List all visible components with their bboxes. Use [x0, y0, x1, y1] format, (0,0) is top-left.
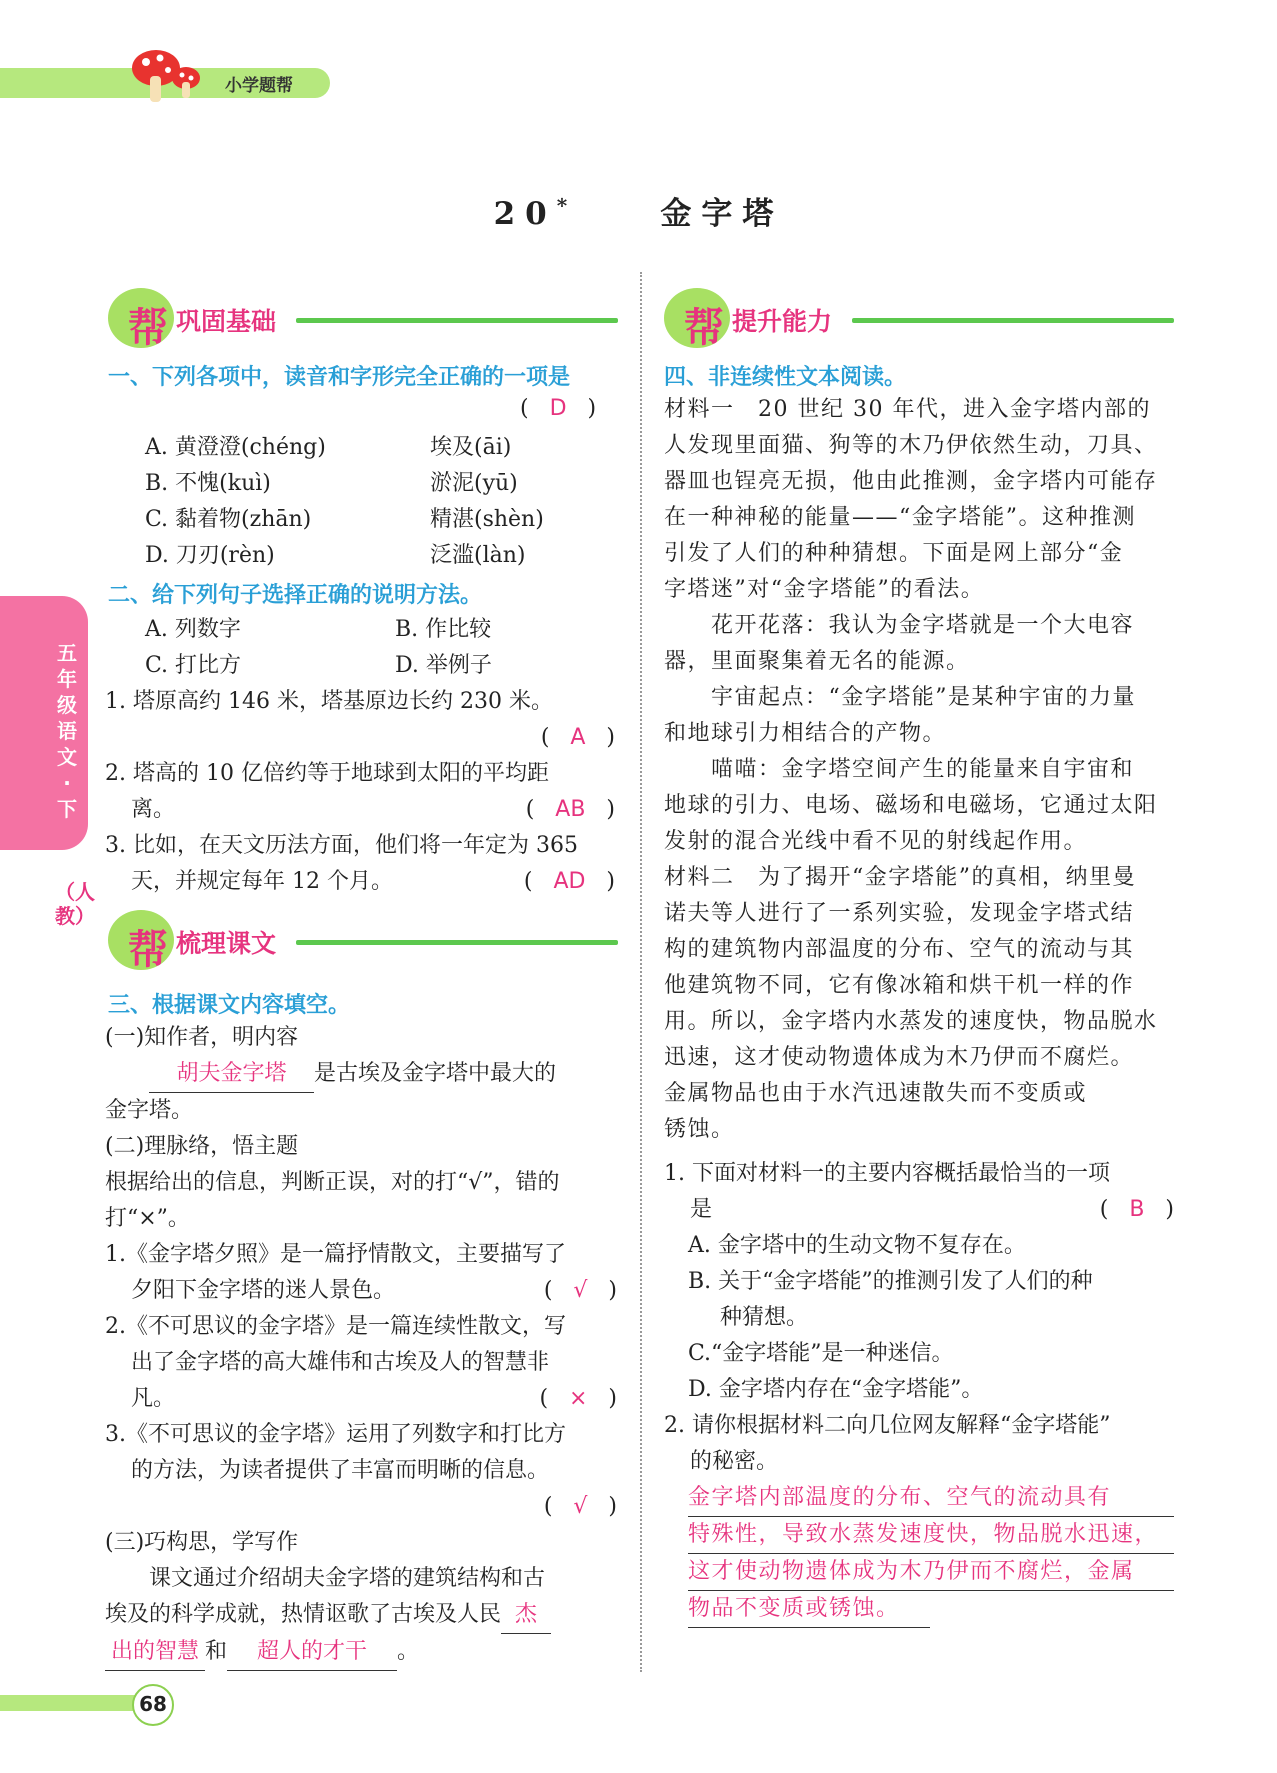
q3-end: 。	[397, 1639, 420, 1664]
q2-item-cont: 天，并规定每年 12 个月。	[131, 869, 393, 894]
q4-sub2-question: 2. 请你根据材料二向几位网友解释“金字塔能”	[664, 1413, 1111, 1438]
q2-option: B. 作比较	[395, 617, 492, 642]
q3-part3-text: 课文通过介绍胡夫金字塔的建筑结构和古	[149, 1566, 546, 1591]
q3-fill3: 超人的才干	[227, 1634, 397, 1671]
q2-option: D. 举例子	[395, 653, 492, 678]
q3-answer-slot: ( √ )	[543, 1278, 617, 1303]
q3-and: 和	[205, 1639, 228, 1664]
q2-answer: AD	[553, 869, 586, 894]
q2-option: C. 打比方	[145, 653, 242, 678]
passage-line: 字塔迷”对“金字塔能”的看法。	[664, 577, 985, 602]
q4-sub1-option-cont: 种猜想。	[720, 1305, 809, 1330]
q3-item-cont: 的方法，为读者提供了丰富而明晰的信息。	[131, 1458, 550, 1483]
passage-line: 器皿也锃亮无损，他由此推测，金字塔内可能存	[664, 469, 1158, 494]
mushroom-icon	[128, 48, 208, 104]
column-divider	[640, 272, 642, 1672]
q1-option: B. 不愧(kuì)	[145, 471, 271, 496]
q1-option: D. 刀刃(rèn)	[145, 543, 275, 568]
q3-fill1-text: 是古埃及金字塔中最大的	[314, 1061, 557, 1086]
passage-line: 材料一 20 世纪 30 年代，进入金字塔内部的	[664, 397, 1151, 422]
passage-line: 发射的混合光线中看不见的射线起作用。	[664, 829, 1088, 854]
q2-answer-slot: ( AB )	[525, 797, 615, 822]
bang-glyph: 帮	[684, 305, 724, 351]
q2-item: 3. 比如，在天文历法方面，他们将一年定为 365	[105, 833, 578, 858]
q1-option: 精湛(shèn)	[430, 507, 544, 532]
q1-prompt: 一、下列各项中，读音和字形完全正确的一项是	[108, 365, 571, 390]
passage-line: 金属物品也由于水汽迅速散失而不变质或	[664, 1081, 1088, 1106]
q1-option: 淤泥(yū)	[430, 471, 518, 496]
q2-option: A. 列数字	[145, 617, 241, 642]
lesson-name: 金字塔	[660, 196, 784, 232]
section-header-review	[108, 910, 618, 973]
q4-sub1-question: 1. 下面对材料一的主要内容概括最恰当的一项	[664, 1161, 1110, 1186]
lesson-number: 20	[493, 196, 557, 232]
passage-line: 锈蚀。	[664, 1117, 735, 1142]
q3-answer-slot: ( × )	[539, 1386, 617, 1411]
q3-prompt: 三、根据课文内容填空。	[108, 993, 351, 1018]
q4-passage	[664, 392, 1174, 1148]
q3-part2-desc-cont: 打“×”。	[105, 1206, 190, 1231]
side-grade: 五年级语文·下	[57, 641, 77, 821]
q1-option: 埃及(āi)	[430, 435, 512, 460]
passage-line: 喵喵：金字塔空间产生的能量来自宇宙和	[664, 757, 1135, 782]
q3-fill1-text-cont: 金字塔。	[105, 1098, 194, 1123]
q3-item: 3.《不可思议的金字塔》运用了列数字和打比方	[105, 1422, 566, 1447]
q4-sub1-question-cont: 是	[690, 1197, 713, 1222]
passage-line: 器，里面聚集着无名的能源。	[664, 649, 970, 674]
section-title: 提升能力	[732, 307, 833, 336]
q1-option-row	[145, 466, 615, 502]
q1-answer: D	[549, 396, 567, 421]
passage-line: 和地球引力相结合的产物。	[664, 721, 947, 746]
q3-body	[105, 1020, 617, 1671]
page-number: 68	[139, 1692, 167, 1716]
q2-answer: AB	[555, 797, 586, 822]
passage-line: 地球的引力、电场、磁场和电磁场，它通过太阳	[664, 793, 1158, 818]
lesson-star: *	[556, 193, 578, 218]
q3-part2-heading: (二)理脉络，悟主题	[105, 1134, 299, 1159]
q3-part2-desc: 根据给出的信息，判断正误，对的打“√”，错的	[105, 1170, 560, 1195]
q1-option: 泛滥(làn)	[430, 543, 526, 568]
q3-fill2-cont: 出的智慧	[105, 1634, 205, 1671]
q2-prompt: 二、给下列句子选择正确的说明方法。	[108, 583, 483, 608]
q4-sub1-option: A. 金字塔中的生动文物不复存在。	[688, 1233, 1026, 1258]
q3-fill1: 胡夫金字塔	[149, 1056, 314, 1093]
q4-sub1-option: B. 关于“金字塔能”的推测引发了人们的种	[688, 1269, 1093, 1294]
answer-line: 这才使动物遗体成为木乃伊而不腐烂，金属	[688, 1554, 1174, 1591]
q4-prompt: 四、非连续性文本阅读。	[664, 365, 907, 390]
passage-line: 宇宙起点：“金字塔能”是某种宇宙的力量	[664, 685, 1136, 710]
q3-item-cont: 凡。	[131, 1386, 176, 1411]
section-header-improve	[664, 288, 1174, 351]
passage-line: 材料二 为了揭开“金字塔能”的真相，纳里曼	[664, 865, 1136, 890]
passage-line: 花开花落：我认为金字塔就是一个大电容	[664, 613, 1135, 638]
q3-answer: ×	[569, 1386, 588, 1411]
passage-line: 用。所以，金字塔内水蒸发的速度快，物品脱水	[664, 1009, 1158, 1034]
q2-answer-slot: ( AD )	[523, 869, 615, 894]
q2-options	[145, 612, 615, 684]
q1-answer-slot: ( D )	[520, 396, 597, 421]
q4-sub1-answer: B	[1129, 1197, 1145, 1222]
q1-option-row	[145, 502, 615, 538]
q3-item-cont: 出了金字塔的高大雄伟和古埃及人的智慧非	[131, 1350, 550, 1375]
q4-sub1-option: C.“金字塔能”是一种迷信。	[688, 1341, 954, 1366]
section-title: 巩固基础	[176, 307, 277, 336]
q3-answer: √	[573, 1278, 588, 1303]
answer-line: 物品不变质或锈蚀。	[688, 1591, 930, 1628]
q4-sub1-answer-slot: ( B )	[1099, 1197, 1174, 1222]
q1-option: A. 黄澄澄(chéng)	[145, 435, 326, 460]
q3-answer-slot: ( √ )	[543, 1494, 617, 1519]
q3-part1-heading: (一)知作者，明内容	[105, 1025, 299, 1050]
side-edition: （人教）	[55, 880, 95, 928]
bang-glyph: 帮	[128, 927, 168, 973]
passage-line: 迅速，这才使动物遗体成为木乃伊而不腐烂。	[664, 1045, 1135, 1070]
passage-line: 在一种神秘的能量——“金字塔能”。这种推测	[664, 505, 1136, 530]
q3-part3-heading: (三)巧构思，学写作	[105, 1530, 299, 1555]
bang-glyph: 帮	[128, 305, 168, 351]
q2-item: 1. 塔原高约 146 米，塔基原边长约 230 米。	[105, 689, 553, 714]
q3-answer: √	[573, 1494, 588, 1519]
q1-option-row	[145, 538, 615, 574]
q2-answer: A	[570, 725, 586, 750]
passage-line: 人发现里面猫、狗等的木乃伊依然生动，刀具、	[664, 433, 1158, 458]
q3-fill2: 杰	[501, 1597, 551, 1634]
section-title: 梳理课文	[176, 929, 277, 958]
passage-line: 构的建筑物内部温度的分布、空气的流动与其	[664, 937, 1135, 962]
brand-label: 小学题帮	[225, 76, 293, 96]
section-header-consolidate	[108, 288, 618, 351]
answer-line: 金字塔内部温度的分布、空气的流动具有	[688, 1480, 1174, 1517]
q2-answer-slot: ( A )	[540, 725, 615, 750]
q3-part3-text: 埃及的科学成就，热情讴歌了古埃及人民	[105, 1602, 502, 1627]
q2-item: 2. 塔高的 10 亿倍约等于地球到太阳的平均距	[105, 761, 549, 786]
footer-bar	[0, 1695, 136, 1711]
passage-line: 诺夫等人进行了一系列实验，发现金字塔式结	[664, 901, 1135, 926]
passage-line: 引发了人们的种种猜想。下面是网上部分“金	[664, 541, 1124, 566]
q3-item-cont: 夕阳下金字塔的迷人景色。	[131, 1278, 396, 1303]
q1-option-row	[145, 430, 615, 466]
q4-sub1	[664, 1156, 1174, 1628]
answer-line: 特殊性，导致水蒸发速度快，物品脱水迅速，	[688, 1517, 1174, 1554]
q4-sub2-question-cont: 的秘密。	[690, 1449, 779, 1474]
q2-item-cont: 离。	[131, 797, 176, 822]
q4-sub2-answer	[664, 1480, 1174, 1628]
lesson-title	[0, 188, 1277, 233]
q3-item: 2.《不可思议的金字塔》是一篇连续性散文，写	[105, 1314, 566, 1339]
q1-options	[145, 430, 615, 574]
q1-option: C. 黏着物(zhān)	[145, 507, 312, 532]
passage-line: 他建筑物不同，它有像冰箱和烘干机一样的作	[664, 973, 1135, 998]
q4-sub1-option: D. 金字塔内存在“金字塔能”。	[688, 1377, 984, 1402]
q2-items	[105, 684, 615, 900]
q3-item: 1.《金字塔夕照》是一篇抒情散文，主要描写了	[105, 1242, 566, 1267]
